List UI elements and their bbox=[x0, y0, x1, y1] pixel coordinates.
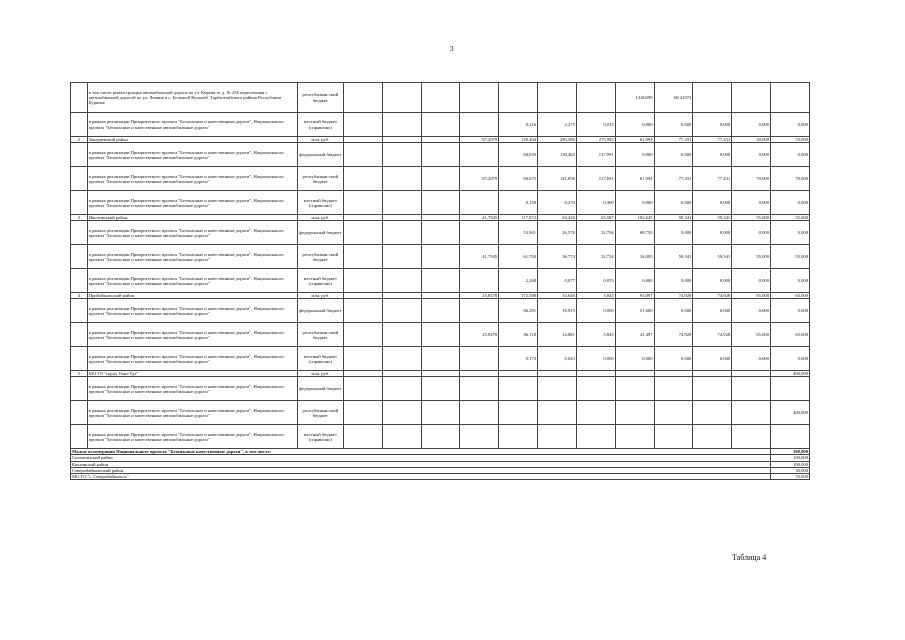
value-cell bbox=[460, 401, 499, 425]
value-cell: 41,7945 bbox=[460, 245, 499, 269]
row-number-cell bbox=[71, 143, 88, 167]
value-cell bbox=[421, 191, 460, 215]
value-cell: 77,431 bbox=[654, 137, 693, 143]
value-cell bbox=[343, 83, 382, 113]
agglomeration-name-cell: МО ГО "г. Северобайкальск" bbox=[71, 473, 771, 479]
value-cell bbox=[538, 377, 577, 401]
value-cell bbox=[421, 347, 460, 371]
value-cell bbox=[421, 425, 460, 449]
value-cell: 55,000 bbox=[771, 245, 810, 269]
value-cell: 65,000 bbox=[732, 323, 771, 347]
value-cell: 172,580 bbox=[499, 293, 538, 299]
value-cell: 32,794 bbox=[576, 221, 615, 245]
value-cell bbox=[732, 425, 771, 449]
value-cell: 26,576 bbox=[538, 221, 577, 245]
value-cell bbox=[460, 269, 499, 293]
value-cell: 137,691 bbox=[576, 167, 615, 191]
value-cell bbox=[382, 221, 421, 245]
row-name-cell: в рамках реализации Приоритетного проекта "Безопасные и качественные дороги", Национального проекта "Безопасные и качественные автомобильные дороги" bbox=[87, 269, 297, 293]
value-cell bbox=[654, 377, 693, 401]
value-cell bbox=[343, 269, 382, 293]
value-cell: 77,431 bbox=[693, 167, 732, 191]
row-number-cell bbox=[71, 83, 88, 113]
value-cell: 0,000 bbox=[693, 299, 732, 323]
value-cell: 59,341 bbox=[693, 215, 732, 221]
value-cell: 0,000 bbox=[654, 191, 693, 215]
agglomeration-value-cell: 70,000 bbox=[771, 473, 810, 479]
funding-source-cell: млн. руб. bbox=[297, 215, 343, 221]
value-cell: 33,640 bbox=[538, 293, 577, 299]
value-cell bbox=[382, 245, 421, 269]
value-cell: 0,000 bbox=[732, 269, 771, 293]
funding-source-cell: местный бюджет (справочно) bbox=[297, 347, 343, 371]
value-cell: 68.41072 bbox=[654, 83, 693, 113]
value-cell: 0,173 bbox=[499, 347, 538, 371]
funding-source-cell: республикан-ский бюджет bbox=[297, 323, 343, 347]
value-cell: 32,724 bbox=[576, 245, 615, 269]
value-cell bbox=[421, 323, 460, 347]
value-cell bbox=[343, 191, 382, 215]
value-cell bbox=[382, 113, 421, 137]
funding-source-cell: млн. руб. bbox=[297, 371, 343, 377]
agglomeration-row bbox=[71, 473, 810, 479]
value-cell bbox=[343, 143, 382, 167]
value-cell bbox=[382, 143, 421, 167]
value-cell: 0,000 bbox=[576, 347, 615, 371]
value-cell bbox=[343, 245, 382, 269]
value-cell: 25,8478 bbox=[460, 293, 499, 299]
row-name-cell: в рамках реализации Приоритетного проекта "Безопасные и качественные дороги", Национального проекта "Безопасные и качественные автомобильные дороги" bbox=[87, 191, 297, 215]
value-cell bbox=[576, 83, 615, 113]
value-cell: 0,000 bbox=[693, 143, 732, 167]
table-row bbox=[71, 347, 810, 371]
funding-source-cell: республикан-ский бюджет bbox=[297, 401, 343, 425]
value-cell: 0,000 bbox=[732, 113, 771, 137]
value-cell: 0,216 bbox=[499, 113, 538, 137]
row-number-cell bbox=[71, 269, 88, 293]
value-cell: 0,000 bbox=[732, 347, 771, 371]
value-cell: 77,431 bbox=[693, 137, 732, 143]
value-cell: 5,845 bbox=[576, 293, 615, 299]
row-name-cell: в рамках реализации Приоритетного проекта "Безопасные и качественные дороги", Национального проекта "Безопасные и качественные автомобильные дороги" bbox=[87, 245, 297, 269]
row-number-cell: 3 bbox=[71, 215, 88, 221]
agglomeration-value-cell: 30,000 bbox=[771, 467, 810, 473]
row-name-cell: в рамках реализации Приоритетного проекта "Безопасные и качественные дороги", Национального проекта "Безопасные и качественные автомобильные дороги" bbox=[87, 221, 297, 245]
value-cell: 117,872 bbox=[499, 215, 538, 221]
row-number-cell bbox=[71, 113, 88, 137]
value-cell: 280,589 bbox=[538, 137, 577, 143]
value-cell: 0,000 bbox=[771, 113, 810, 137]
value-cell bbox=[382, 347, 421, 371]
funding-source-cell: федеральный бюджет bbox=[297, 299, 343, 323]
value-cell bbox=[538, 83, 577, 113]
value-cell bbox=[421, 269, 460, 293]
value-cell bbox=[615, 425, 654, 449]
value-cell bbox=[771, 425, 810, 449]
value-cell: 0,000 bbox=[771, 221, 810, 245]
table-row bbox=[71, 269, 810, 293]
row-name-cell: в рамках реализации Приоритетного проекта "Безопасные и качественные дороги", Национального проекта "Безопасные и качественные автомобильные дороги" bbox=[87, 167, 297, 191]
agglomeration-total-cell: 300,000 bbox=[771, 449, 810, 455]
funding-source-cell: республикан-ский бюджет bbox=[297, 83, 343, 113]
row-name-cell: в рамках реализации Приоритетного проекта "Безопасные и качественные дороги", Национального проекта "Безопасные и качественные автомобильные дороги" bbox=[87, 113, 297, 137]
value-cell bbox=[499, 377, 538, 401]
value-cell bbox=[460, 299, 499, 323]
row-number-cell: 4 bbox=[71, 293, 88, 299]
value-cell bbox=[499, 425, 538, 449]
table-row bbox=[71, 191, 810, 215]
budget-table bbox=[70, 82, 810, 480]
value-cell: 80,675 bbox=[499, 167, 538, 191]
value-cell: 0,000 bbox=[732, 191, 771, 215]
value-cell bbox=[460, 221, 499, 245]
value-cell bbox=[654, 425, 693, 449]
value-cell: 0,300 bbox=[576, 191, 615, 215]
value-cell: 74,928 bbox=[654, 293, 693, 299]
budget-table-wrapper bbox=[70, 82, 810, 480]
table-row bbox=[71, 299, 810, 323]
value-cell bbox=[382, 377, 421, 401]
value-cell: 65,587 bbox=[576, 215, 615, 221]
table-row bbox=[71, 323, 810, 347]
value-cell bbox=[421, 299, 460, 323]
value-cell: 34,095 bbox=[615, 245, 654, 269]
value-cell bbox=[421, 167, 460, 191]
funding-source-cell: федеральный бюджет bbox=[297, 143, 343, 167]
value-cell: 18,915 bbox=[538, 299, 577, 323]
value-cell bbox=[382, 167, 421, 191]
funding-source-cell: федеральный бюджет bbox=[297, 377, 343, 401]
value-cell: 0,015 bbox=[576, 113, 615, 137]
value-cell bbox=[343, 347, 382, 371]
value-cell bbox=[693, 83, 732, 113]
value-cell bbox=[421, 83, 460, 113]
value-cell: 65,000 bbox=[771, 323, 810, 347]
row-name-cell: в рамках реализации Приоритетного проекта "Безопасные и качественные дороги", Национального проекта "Безопасные и качественные автомобильные дороги" bbox=[87, 299, 297, 323]
table-row bbox=[71, 167, 810, 191]
row-number-cell bbox=[71, 347, 88, 371]
value-cell bbox=[732, 401, 771, 425]
value-cell: 55,000 bbox=[732, 215, 771, 221]
row-number-cell bbox=[71, 425, 88, 449]
agglomeration-name-cell: Кяхтинский район bbox=[71, 461, 771, 467]
value-cell bbox=[693, 425, 732, 449]
value-cell: 0,000 bbox=[615, 191, 654, 215]
agglomeration-name-cell: Северобайкальский район bbox=[71, 467, 771, 473]
table-row bbox=[71, 425, 810, 449]
row-name-cell: Иволгинский район bbox=[87, 215, 297, 221]
value-cell: 0,000 bbox=[771, 269, 810, 293]
row-number-cell bbox=[71, 191, 88, 215]
value-cell: 0,043 bbox=[538, 347, 577, 371]
value-cell: 137,991 bbox=[576, 143, 615, 167]
value-cell: 14.60299 bbox=[615, 83, 654, 113]
value-cell: 41,497 bbox=[615, 323, 654, 347]
value-cell bbox=[615, 377, 654, 401]
row-number-cell bbox=[71, 401, 88, 425]
value-cell bbox=[343, 323, 382, 347]
value-cell bbox=[576, 377, 615, 401]
value-cell bbox=[343, 299, 382, 323]
value-cell: 0,150 bbox=[499, 191, 538, 215]
value-cell: 0,000 bbox=[693, 221, 732, 245]
value-cell: 0,000 bbox=[654, 221, 693, 245]
value-cell: 138,483 bbox=[538, 143, 577, 167]
value-cell bbox=[421, 221, 460, 245]
value-cell bbox=[538, 425, 577, 449]
agglomeration-name-cell: Селенгинский район bbox=[71, 455, 771, 461]
value-cell bbox=[343, 425, 382, 449]
value-cell: 0,000 bbox=[654, 143, 693, 167]
value-cell: 70,000 bbox=[771, 137, 810, 143]
row-number-cell bbox=[71, 245, 88, 269]
value-cell bbox=[343, 221, 382, 245]
funding-source-cell: республикан-ский бюджет bbox=[297, 167, 343, 191]
value-cell bbox=[421, 143, 460, 167]
table-row bbox=[71, 113, 810, 137]
value-cell bbox=[382, 83, 421, 113]
table-row bbox=[71, 83, 810, 113]
value-cell bbox=[499, 401, 538, 425]
value-cell bbox=[460, 425, 499, 449]
row-name-cell: в рамках реализации Приоритетного проекта "Безопасные и качественные дороги", Национального проекта "Безопасные и качественные автомобильные дороги" bbox=[87, 377, 297, 401]
row-name-cell: в рамках реализации Приоритетного проекта "Безопасные и качественные дороги", Национального проекта "Безопасные и качественные автомобильные дороги" bbox=[87, 143, 297, 167]
row-number-cell bbox=[71, 377, 88, 401]
value-cell bbox=[343, 377, 382, 401]
value-cell bbox=[693, 377, 732, 401]
row-number-cell bbox=[71, 323, 88, 347]
value-cell: 0,000 bbox=[693, 269, 732, 293]
value-cell: 0,000 bbox=[732, 299, 771, 323]
value-cell: 68,750 bbox=[615, 221, 654, 245]
value-cell: 0,000 bbox=[771, 143, 810, 167]
value-cell: 30,000 bbox=[732, 137, 771, 143]
row-name-cell: в рамках реализации Приоритетного проекта "Безопасные и качественные дороги", Национального проекта "Безопасные и качественные автомобильные дороги" bbox=[87, 425, 297, 449]
value-cell: 41,7945 bbox=[460, 215, 499, 221]
value-cell bbox=[382, 299, 421, 323]
value-cell: 61,704 bbox=[499, 245, 538, 269]
value-cell bbox=[460, 83, 499, 113]
table-row bbox=[71, 245, 810, 269]
value-cell: 77,431 bbox=[654, 167, 693, 191]
value-cell bbox=[654, 401, 693, 425]
value-cell: 0,000 bbox=[654, 113, 693, 137]
value-cell: 2,268 bbox=[499, 269, 538, 293]
row-name-cell: в рамках реализации Приоритетного проекта "Безопасные и качественные дороги", Национального проекта "Безопасные и качественные автомобильные дороги" bbox=[87, 347, 297, 371]
value-cell: 0,077 bbox=[538, 269, 577, 293]
value-cell: 0,000 bbox=[732, 143, 771, 167]
value-cell bbox=[343, 113, 382, 137]
value-cell bbox=[732, 83, 771, 113]
value-cell bbox=[382, 269, 421, 293]
value-cell bbox=[460, 191, 499, 215]
funding-source-cell: республикан-ский бюджет bbox=[297, 245, 343, 269]
value-cell: 74,928 bbox=[654, 323, 693, 347]
funding-source-cell: местный бюджет (справочно) bbox=[297, 191, 343, 215]
value-cell: 55,000 bbox=[732, 245, 771, 269]
value-cell: 102,645 bbox=[615, 215, 654, 221]
value-cell: 59,341 bbox=[693, 245, 732, 269]
row-number-cell bbox=[71, 167, 88, 191]
value-cell: 93,097 bbox=[615, 293, 654, 299]
value-cell: 55,000 bbox=[771, 215, 810, 221]
value-cell: 61,994 bbox=[615, 137, 654, 143]
agglomeration-title-cell: Малые агломерации Национального проекта "Безопасные качественные дороги", в том числе: bbox=[71, 449, 771, 455]
value-cell: 0,000 bbox=[693, 191, 732, 215]
value-cell bbox=[771, 377, 810, 401]
row-name-cell: Заиграевский район bbox=[87, 137, 297, 143]
value-cell: 63,426 bbox=[538, 215, 577, 221]
value-cell bbox=[460, 143, 499, 167]
value-cell: 70,000 bbox=[732, 167, 771, 191]
value-cell: 0,000 bbox=[732, 221, 771, 245]
value-cell: 87,2079 bbox=[460, 137, 499, 143]
table-caption: Таблица 4 bbox=[732, 553, 767, 562]
value-cell bbox=[421, 401, 460, 425]
table-row bbox=[71, 377, 810, 401]
value-cell: 65,000 bbox=[771, 293, 810, 299]
row-name-cell: в рамках реализации Приоритетного проекта "Безопасные и качественные дороги", Национального проекта "Безопасные и качественные автомобильные дороги" bbox=[87, 401, 297, 425]
value-cell: 14,881 bbox=[538, 323, 577, 347]
value-cell: 275,983 bbox=[576, 137, 615, 143]
value-cell: 86,118 bbox=[499, 323, 538, 347]
agglomeration-value-cell: 100,000 bbox=[771, 455, 810, 461]
value-cell bbox=[382, 401, 421, 425]
row-name-cell: в том числе реконструкция автомобильной дороги по ул. Кирова от д. № 256 пересечения с автомобильной дорогой по ул. Ленина в с. Большой Куналей, Тарбагатайского района Республики Бурятия bbox=[87, 83, 297, 113]
value-cell: 0,000 bbox=[771, 299, 810, 323]
value-cell: 0,000 bbox=[771, 347, 810, 371]
value-cell: 400,000 bbox=[771, 371, 810, 377]
value-cell: 36,774 bbox=[538, 245, 577, 269]
value-cell: 0,000 bbox=[654, 269, 693, 293]
value-cell: 74,928 bbox=[693, 293, 732, 299]
value-cell: 59,341 bbox=[654, 215, 693, 221]
value-cell: 400,000 bbox=[771, 401, 810, 425]
value-cell bbox=[771, 83, 810, 113]
value-cell bbox=[460, 113, 499, 137]
value-cell bbox=[576, 401, 615, 425]
funding-source-cell: млн. руб. bbox=[297, 137, 343, 143]
value-cell: 149,494 bbox=[499, 137, 538, 143]
agglomeration-value-cell: 100,000 bbox=[771, 461, 810, 467]
row-name-cell: МО ГО "город Улан-Удэ" bbox=[87, 371, 297, 377]
value-cell bbox=[538, 401, 577, 425]
funding-source-cell: местный бюджет (справочно) bbox=[297, 425, 343, 449]
row-number-cell: 5 bbox=[71, 371, 88, 377]
value-cell: 51,600 bbox=[615, 299, 654, 323]
value-cell: 59,341 bbox=[654, 245, 693, 269]
page-number: 3 bbox=[450, 45, 454, 53]
value-cell bbox=[576, 425, 615, 449]
row-number-cell: 2 bbox=[71, 137, 88, 143]
value-cell bbox=[460, 347, 499, 371]
value-cell: 87,2079 bbox=[460, 167, 499, 191]
value-cell: 0,000 bbox=[615, 113, 654, 137]
value-cell: 2,275 bbox=[538, 113, 577, 137]
value-cell: 0,000 bbox=[615, 347, 654, 371]
row-name-cell: в рамках реализации Приоритетного проекта "Безопасные и качественные дороги", Национального проекта "Безопасные и качественные автомобильные дороги" bbox=[87, 323, 297, 347]
value-cell: 61,994 bbox=[615, 167, 654, 191]
value-cell: 0,000 bbox=[693, 113, 732, 137]
value-cell: 86,291 bbox=[499, 299, 538, 323]
value-cell bbox=[693, 401, 732, 425]
value-cell bbox=[499, 83, 538, 113]
value-cell: 0,000 bbox=[771, 191, 810, 215]
value-cell: 0,000 bbox=[615, 269, 654, 293]
row-name-cell: Прибайкальский район bbox=[87, 293, 297, 299]
value-cell: 70,000 bbox=[771, 167, 810, 191]
value-cell bbox=[460, 377, 499, 401]
value-cell bbox=[421, 377, 460, 401]
value-cell: 141,836 bbox=[538, 167, 577, 191]
funding-source-cell: федеральный бюджет bbox=[297, 221, 343, 245]
value-cell: 68,659 bbox=[499, 143, 538, 167]
value-cell: 0,000 bbox=[654, 347, 693, 371]
value-cell bbox=[382, 323, 421, 347]
value-cell bbox=[343, 167, 382, 191]
value-cell: 53,901 bbox=[499, 221, 538, 245]
value-cell: 0,000 bbox=[693, 347, 732, 371]
table-row bbox=[71, 143, 810, 167]
funding-source-cell: местный бюджет (справочно) bbox=[297, 269, 343, 293]
value-cell bbox=[421, 245, 460, 269]
value-cell bbox=[615, 401, 654, 425]
funding-source-cell: млн. руб. bbox=[297, 293, 343, 299]
value-cell: 0,000 bbox=[654, 299, 693, 323]
value-cell: 25,8478 bbox=[460, 323, 499, 347]
funding-source-cell: местный бюджет (справочно) bbox=[297, 113, 343, 137]
budget-table-body bbox=[71, 83, 810, 480]
value-cell bbox=[343, 401, 382, 425]
table-row bbox=[71, 401, 810, 425]
value-cell: 0,070 bbox=[576, 269, 615, 293]
value-cell: 65,000 bbox=[732, 293, 771, 299]
table-row bbox=[71, 221, 810, 245]
value-cell bbox=[382, 425, 421, 449]
value-cell: 5,845 bbox=[576, 323, 615, 347]
value-cell bbox=[382, 191, 421, 215]
value-cell: 0,270 bbox=[538, 191, 577, 215]
value-cell: 74,928 bbox=[693, 323, 732, 347]
value-cell bbox=[732, 377, 771, 401]
value-cell: 0,000 bbox=[576, 299, 615, 323]
row-number-cell bbox=[71, 221, 88, 245]
value-cell bbox=[421, 113, 460, 137]
value-cell: 0,000 bbox=[615, 143, 654, 167]
row-number-cell bbox=[71, 299, 88, 323]
